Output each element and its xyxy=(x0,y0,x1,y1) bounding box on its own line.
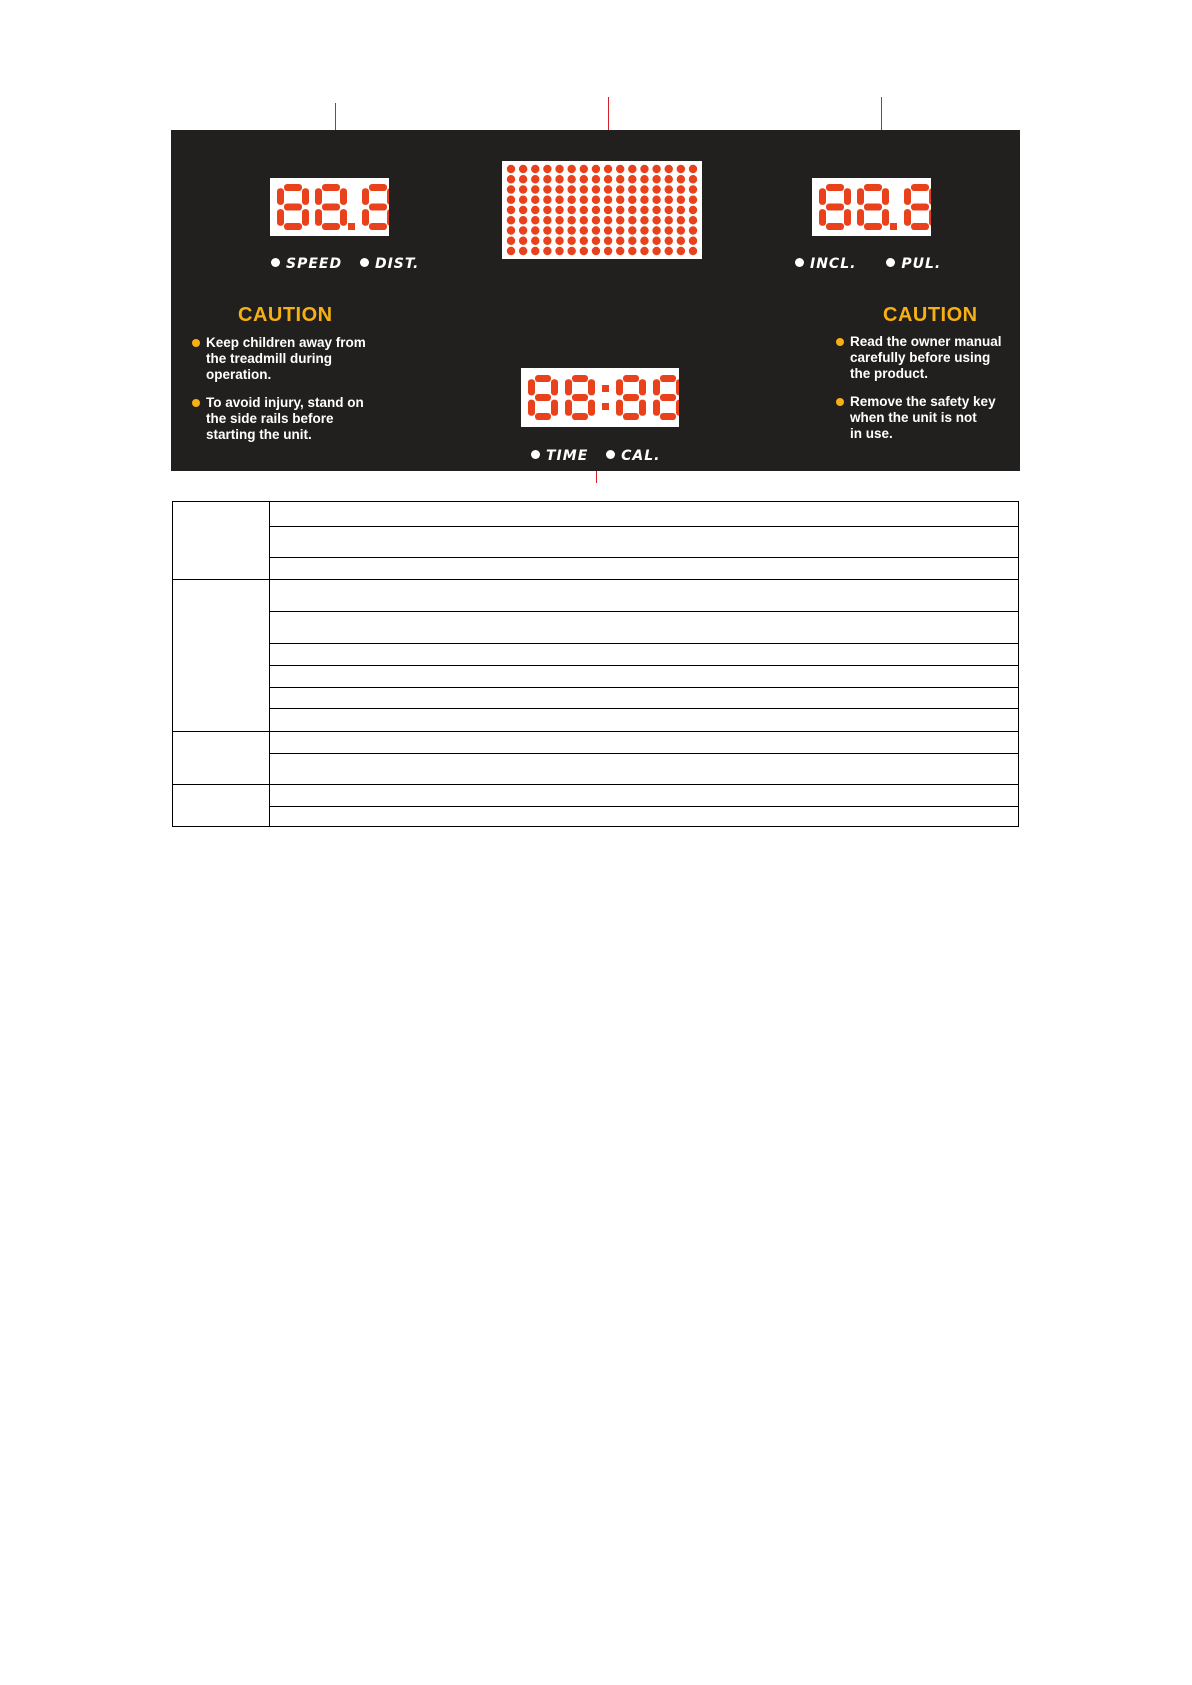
matrix-dot xyxy=(507,185,515,193)
matrix-dot xyxy=(640,185,648,193)
matrix-dot xyxy=(628,185,636,193)
bullet-line: starting the unit. xyxy=(206,427,312,442)
segment-c xyxy=(929,209,931,226)
segment-e xyxy=(315,209,322,226)
matrix-dot xyxy=(665,206,673,214)
matrix-dot xyxy=(628,175,636,183)
matrix-dot xyxy=(665,175,673,183)
bullet-dot xyxy=(192,339,200,347)
matrix-dot xyxy=(519,247,527,255)
decimal-point xyxy=(890,223,897,230)
matrix-dot xyxy=(519,185,527,193)
matrix-dot xyxy=(555,196,563,204)
segment-a xyxy=(826,184,844,191)
matrix-dot xyxy=(689,206,697,214)
caution-title-right: CAUTION xyxy=(883,304,978,326)
segment-e xyxy=(653,400,660,416)
matrix-dot xyxy=(531,196,539,204)
matrix-dot xyxy=(531,165,539,173)
matrix-dot xyxy=(567,237,575,245)
matrix-dot xyxy=(519,206,527,214)
segment-c xyxy=(340,209,347,226)
matrix-dot xyxy=(665,237,673,245)
segment-a xyxy=(623,375,639,382)
matrix-dot xyxy=(567,226,575,234)
segment-f xyxy=(819,188,826,205)
segment-a xyxy=(284,184,302,191)
matrix-dot xyxy=(567,206,575,214)
table-group-label xyxy=(173,785,270,827)
matrix-dot xyxy=(531,237,539,245)
matrix-dot xyxy=(616,165,624,173)
bullet-dot xyxy=(836,398,844,406)
segment-c xyxy=(882,209,889,226)
bullet-line: To avoid injury, stand on xyxy=(206,395,364,410)
segment-a xyxy=(369,184,387,191)
table-cell xyxy=(270,709,1019,732)
matrix-dot xyxy=(652,196,660,204)
distance-indicator-label: DIST. xyxy=(374,256,420,272)
matrix-dot xyxy=(543,165,551,173)
segment-c xyxy=(551,400,558,416)
matrix-dot xyxy=(555,216,563,224)
dot-matrix-display xyxy=(502,161,702,259)
segment-e xyxy=(616,400,623,416)
matrix-dot xyxy=(652,226,660,234)
segment-c xyxy=(676,400,679,416)
matrix-dot xyxy=(665,185,673,193)
matrix-dot xyxy=(555,247,563,255)
segment-g xyxy=(911,204,929,211)
segment-g xyxy=(826,204,844,211)
bullet-dot xyxy=(836,338,844,346)
caution-left-bullet-2 xyxy=(206,395,364,443)
decimal-point xyxy=(348,223,355,230)
matrix-dot xyxy=(592,226,600,234)
bullet-line: operation. xyxy=(206,367,272,382)
segment-b xyxy=(340,188,347,205)
matrix-dot xyxy=(616,185,624,193)
matrix-dot xyxy=(555,185,563,193)
matrix-dot xyxy=(592,206,600,214)
segment-c xyxy=(302,209,309,226)
matrix-dot xyxy=(543,237,551,245)
matrix-dot xyxy=(640,237,648,245)
bullet-line: Remove the safety key xyxy=(850,394,996,409)
segment-g xyxy=(322,204,340,211)
matrix-dot xyxy=(677,206,685,214)
segment-f xyxy=(904,188,911,205)
table-row xyxy=(173,580,1019,612)
pulse-indicator-label: PUL. xyxy=(901,256,942,272)
bullet-line: the product. xyxy=(850,366,928,381)
matrix-dot xyxy=(616,206,624,214)
table-group-label xyxy=(173,502,270,580)
segment-b xyxy=(387,188,389,205)
matrix-dot xyxy=(640,226,648,234)
matrix-dot xyxy=(665,165,673,173)
calories-indicator-dot xyxy=(606,450,615,459)
segment-f xyxy=(528,379,535,395)
table-cell xyxy=(270,785,1019,807)
matrix-dot xyxy=(616,226,624,234)
matrix-dot xyxy=(677,165,685,173)
matrix-dot xyxy=(580,196,588,204)
function-description-table xyxy=(172,501,1019,827)
matrix-dot xyxy=(604,196,612,204)
segment-f xyxy=(653,379,660,395)
seven-segment-digits xyxy=(270,178,389,236)
matrix-dot xyxy=(628,216,636,224)
segment-b xyxy=(551,379,558,395)
segment-d xyxy=(535,413,551,420)
matrix-dot xyxy=(519,175,527,183)
segment-g xyxy=(864,204,882,211)
table-cell xyxy=(270,527,1019,558)
matrix-dot xyxy=(580,165,588,173)
segment-d xyxy=(369,223,387,230)
caution-right-bullet-2 xyxy=(850,394,996,442)
segment-d xyxy=(322,223,340,230)
matrix-dot xyxy=(543,206,551,214)
table-cell xyxy=(270,688,1019,709)
table-row xyxy=(173,688,1019,709)
matrix-dot xyxy=(580,237,588,245)
segment-e xyxy=(565,400,572,416)
matrix-dot xyxy=(616,175,624,183)
matrix-dot xyxy=(580,175,588,183)
table-row xyxy=(173,709,1019,732)
matrix-dot xyxy=(567,216,575,224)
segment-g xyxy=(369,204,387,211)
matrix-dot xyxy=(652,175,660,183)
matrix-dot xyxy=(689,237,697,245)
matrix-dot xyxy=(507,196,515,204)
bullet-line: when the unit is not xyxy=(850,410,977,425)
matrix-dot xyxy=(604,185,612,193)
table-row xyxy=(173,807,1019,827)
table-cell xyxy=(270,502,1019,527)
caution-right-bullet-1 xyxy=(850,334,1002,382)
segment-g xyxy=(572,394,588,401)
matrix-dot xyxy=(507,226,515,234)
matrix-dot xyxy=(628,247,636,255)
bullet-dot xyxy=(192,399,200,407)
matrix-dot xyxy=(677,237,685,245)
table-cell xyxy=(270,732,1019,754)
matrix-dot xyxy=(567,175,575,183)
matrix-dot xyxy=(567,165,575,173)
matrix-dot xyxy=(628,237,636,245)
segment-e xyxy=(362,209,369,226)
segment-f xyxy=(857,188,864,205)
matrix-dot xyxy=(580,226,588,234)
table-group-label xyxy=(173,580,270,732)
matrix-dot xyxy=(677,226,685,234)
matrix-dot xyxy=(592,247,600,255)
segment-e xyxy=(904,209,911,226)
matrix-dot xyxy=(519,237,527,245)
segment-c xyxy=(588,400,595,416)
segment-e xyxy=(277,209,284,226)
matrix-dot xyxy=(555,165,563,173)
matrix-dot xyxy=(677,196,685,204)
seven-segment-digits xyxy=(521,368,679,427)
matrix-dot xyxy=(543,216,551,224)
table-row xyxy=(173,785,1019,807)
segment-b xyxy=(588,379,595,395)
matrix-dot xyxy=(592,216,600,224)
matrix-dot xyxy=(604,175,612,183)
segment-d xyxy=(572,413,588,420)
matrix-dot xyxy=(555,237,563,245)
matrix-dot xyxy=(628,196,636,204)
matrix-dot xyxy=(652,185,660,193)
segment-a xyxy=(322,184,340,191)
matrix-dot xyxy=(677,216,685,224)
matrix-dot xyxy=(689,196,697,204)
matrix-dot xyxy=(555,206,563,214)
table-cell xyxy=(270,558,1019,580)
table-row xyxy=(173,558,1019,580)
segment-f xyxy=(616,379,623,395)
segment-b xyxy=(929,188,931,205)
matrix-dot xyxy=(616,247,624,255)
segment-a xyxy=(911,184,929,191)
table-cell xyxy=(270,644,1019,666)
segment-f xyxy=(277,188,284,205)
seven-segment-digits xyxy=(812,178,931,236)
colon-dot xyxy=(602,403,609,410)
matrix-dot xyxy=(567,185,575,193)
matrix-dot xyxy=(519,165,527,173)
matrix-dot xyxy=(567,196,575,204)
speed-indicator-label: SPEED xyxy=(286,256,343,272)
matrix-dot xyxy=(689,226,697,234)
matrix-dot xyxy=(616,196,624,204)
matrix-dot xyxy=(507,216,515,224)
matrix-dot xyxy=(604,165,612,173)
caution-left-bullet-1 xyxy=(206,335,366,383)
matrix-dot xyxy=(580,185,588,193)
segment-c xyxy=(387,209,389,226)
matrix-dot xyxy=(652,237,660,245)
segment-e xyxy=(528,400,535,416)
segment-d xyxy=(911,223,929,230)
matrix-dot xyxy=(531,175,539,183)
table-row xyxy=(173,612,1019,644)
bullet-line: in use. xyxy=(850,426,893,441)
matrix-dot xyxy=(519,216,527,224)
matrix-dot xyxy=(604,237,612,245)
table-row xyxy=(173,732,1019,754)
time-indicator-label: TIME xyxy=(546,448,589,464)
matrix-dot xyxy=(555,226,563,234)
matrix-dot xyxy=(640,247,648,255)
segment-d xyxy=(284,223,302,230)
table-cell xyxy=(270,807,1019,827)
matrix-dot xyxy=(592,237,600,245)
matrix-dot xyxy=(531,216,539,224)
matrix-dot xyxy=(507,165,515,173)
table-row xyxy=(173,666,1019,688)
matrix-dot xyxy=(665,226,673,234)
matrix-dot xyxy=(640,175,648,183)
segment-b xyxy=(844,188,851,205)
segment-b xyxy=(639,379,646,395)
bullet-line: Read the owner manual xyxy=(850,334,1002,349)
incline-indicator-label: INCL. xyxy=(810,256,857,272)
matrix-dot xyxy=(592,165,600,173)
segment-b xyxy=(302,188,309,205)
segment-e xyxy=(819,209,826,226)
speed-distance-indicators xyxy=(271,256,419,272)
matrix-dot xyxy=(604,216,612,224)
matrix-dot xyxy=(507,247,515,255)
matrix-dot xyxy=(640,216,648,224)
segment-f xyxy=(315,188,322,205)
matrix-dot xyxy=(628,165,636,173)
matrix-dot xyxy=(616,216,624,224)
matrix-dot xyxy=(640,206,648,214)
matrix-dot xyxy=(640,165,648,173)
matrix-dot xyxy=(665,216,673,224)
bullet-line: Keep children away from xyxy=(206,335,366,350)
matrix-dot xyxy=(567,247,575,255)
matrix-dot xyxy=(652,216,660,224)
matrix-dot xyxy=(543,175,551,183)
bullet-line: the treadmill during xyxy=(206,351,333,366)
matrix-dot xyxy=(543,196,551,204)
matrix-dot xyxy=(677,247,685,255)
segment-b xyxy=(676,379,679,395)
matrix-dot xyxy=(592,185,600,193)
matrix-dot xyxy=(555,175,563,183)
matrix-dot xyxy=(543,226,551,234)
time-indicator-dot xyxy=(531,450,540,459)
table-group-label xyxy=(173,732,270,785)
segment-e xyxy=(857,209,864,226)
incline-indicator-dot xyxy=(795,258,804,267)
segment-g xyxy=(284,204,302,211)
distance-indicator-dot xyxy=(360,258,369,267)
segment-f xyxy=(565,379,572,395)
incline-pulse-indicators xyxy=(795,256,941,272)
caution-title-left: CAUTION xyxy=(238,304,333,326)
colon-dot xyxy=(602,385,609,392)
matrix-dot xyxy=(604,247,612,255)
segment-c xyxy=(844,209,851,226)
bullet-line: the side rails before xyxy=(206,411,334,426)
table-row xyxy=(173,644,1019,666)
matrix-dot xyxy=(689,185,697,193)
segment-d xyxy=(623,413,639,420)
matrix-dot xyxy=(652,247,660,255)
table-row xyxy=(173,527,1019,558)
table-cell xyxy=(270,666,1019,688)
matrix-dot xyxy=(519,226,527,234)
segment-a xyxy=(535,375,551,382)
calories-indicator-label: CAL. xyxy=(621,448,661,464)
matrix-dot xyxy=(543,247,551,255)
segment-f xyxy=(362,188,369,205)
segment-g xyxy=(660,394,676,401)
incline-pulse-display xyxy=(812,178,931,236)
matrix-dot xyxy=(604,226,612,234)
matrix-dot xyxy=(665,247,673,255)
matrix-dot xyxy=(592,175,600,183)
matrix-dot xyxy=(665,196,673,204)
matrix-dot xyxy=(689,175,697,183)
matrix-dot xyxy=(640,196,648,204)
segment-d xyxy=(660,413,676,420)
matrix-dot xyxy=(580,247,588,255)
matrix-dot xyxy=(543,185,551,193)
matrix-dot xyxy=(677,175,685,183)
matrix-dot xyxy=(519,196,527,204)
table-cell xyxy=(270,580,1019,612)
dot-matrix-grid xyxy=(502,161,702,259)
matrix-dot xyxy=(531,185,539,193)
matrix-dot xyxy=(652,165,660,173)
segment-g xyxy=(623,394,639,401)
matrix-dot xyxy=(677,185,685,193)
segment-g xyxy=(535,394,551,401)
speed-distance-display xyxy=(270,178,389,236)
matrix-dot xyxy=(628,226,636,234)
matrix-dot xyxy=(652,206,660,214)
time-calories-display xyxy=(521,368,679,427)
matrix-dot xyxy=(604,206,612,214)
matrix-dot xyxy=(507,206,515,214)
matrix-dot xyxy=(689,247,697,255)
matrix-dot xyxy=(628,206,636,214)
segment-a xyxy=(572,375,588,382)
matrix-dot xyxy=(689,216,697,224)
matrix-dot xyxy=(507,175,515,183)
table-row xyxy=(173,502,1019,527)
matrix-dot xyxy=(689,165,697,173)
time-calories-indicators xyxy=(531,448,661,464)
matrix-dot xyxy=(507,237,515,245)
matrix-dot xyxy=(616,237,624,245)
treadmill-console-panel xyxy=(171,130,1020,471)
speed-indicator-dot xyxy=(271,258,280,267)
segment-d xyxy=(826,223,844,230)
matrix-dot xyxy=(531,226,539,234)
matrix-dot xyxy=(592,196,600,204)
table-row xyxy=(173,754,1019,785)
pulse-indicator-dot xyxy=(886,258,895,267)
matrix-dot xyxy=(531,247,539,255)
matrix-dot xyxy=(531,206,539,214)
segment-d xyxy=(864,223,882,230)
segment-c xyxy=(639,400,646,416)
table-cell xyxy=(270,754,1019,785)
bullet-line: carefully before using xyxy=(850,350,991,365)
segment-b xyxy=(882,188,889,205)
segment-a xyxy=(864,184,882,191)
matrix-dot xyxy=(580,216,588,224)
table-cell xyxy=(270,612,1019,644)
matrix-dot xyxy=(580,206,588,214)
segment-a xyxy=(660,375,676,382)
